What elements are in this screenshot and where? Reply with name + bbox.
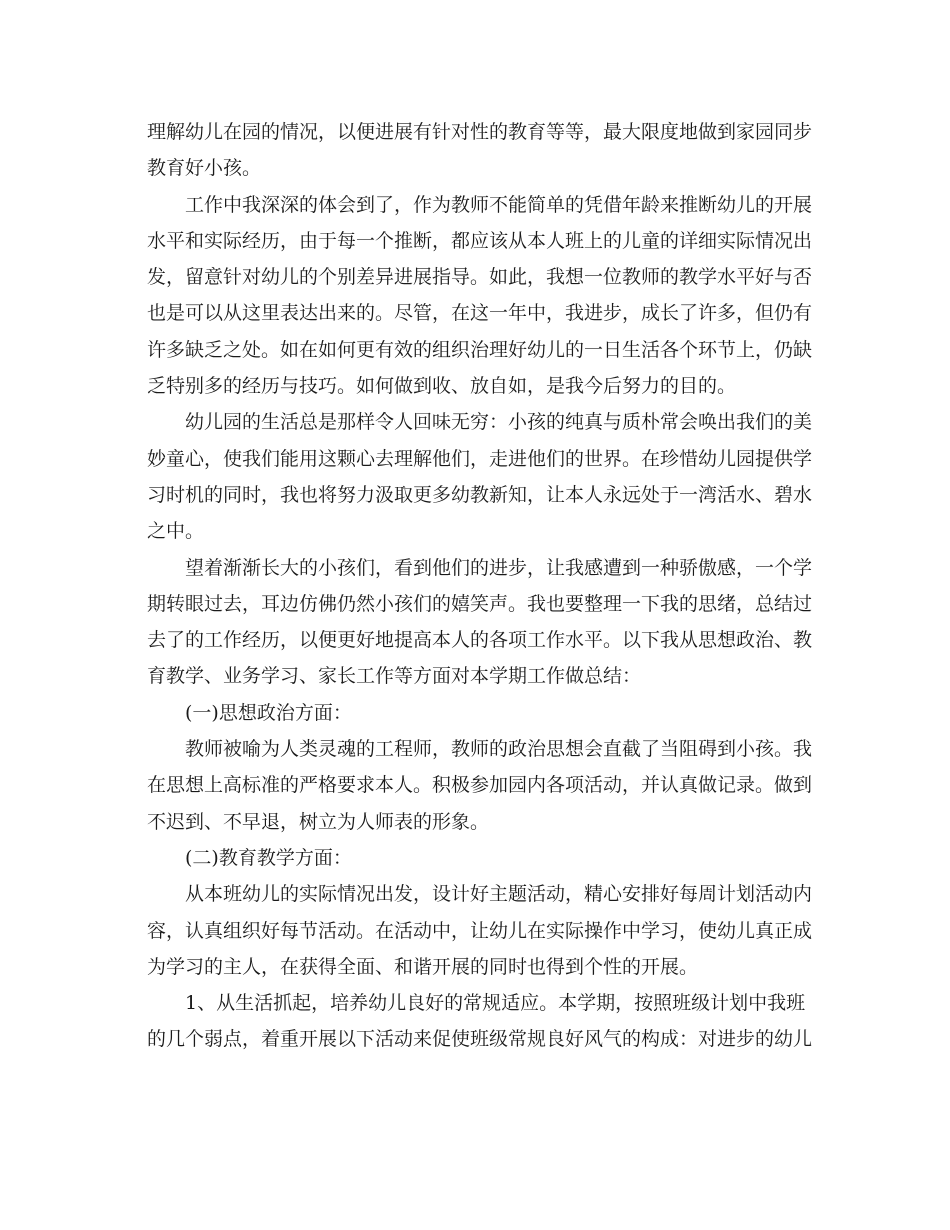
text-line: 育教学、业务学习、家长工作等方面对本学期工作做总结： [147,665,642,688]
text-line: 不迟到、不早退，树立为人师表的形象。 [147,810,490,833]
text-line: 水平和实际经历，由于每一个推断，都应该从本人班上的儿童的详细实际情况出 [147,229,813,252]
paragraph [147,840,799,876]
text-line: 期转眼过去，耳边仿佛仍然小孩们的嬉笑声。我也要整理一下我的思绪，总结过 [147,592,813,615]
text-line: 去了的工作经历，以便更好地提高本人的各项工作水平。以下我从思想政治、教 [147,629,813,652]
paragraph [147,187,813,405]
text-line: (二)教育教学方面： [185,846,352,869]
paragraph [147,731,813,840]
text-line: 之中。 [147,520,205,543]
text-line: 1、从生活抓起，培养幼儿良好的常规适应。本学期，按照班级计划中我班 [185,992,806,1015]
text-line: 妙童心，使我们能用这颗心去理解他们，走进他们的世界。在珍惜幼儿园提供学 [147,447,813,470]
paragraph [147,695,799,731]
paragraph [147,550,813,695]
document-page [147,114,813,1058]
text-line: 许多缺乏之处。如在如何更有效的组织治理好幼儿的一日生活各个环节上，仍缺 [147,338,813,361]
text-line: 乏特别多的经历与技巧。如何做到收、放自如，是我今后努力的目的。 [147,375,737,398]
text-line: 也是可以从这里表达出来的。尽管，在这一年中，我进步，成长了许多，但仍有 [147,302,813,325]
text-line: 的几个弱点，着重开展以下活动来促使班级常规良好风气的构成：对进步的幼儿 [147,1028,813,1051]
text-line: 习时机的同时，我也将努力汲取更多幼教新知，让本人永远处于一湾活水、碧水 [147,483,813,506]
text-line: 教师被喻为人类灵魂的工程师，教师的政治思想会直截了当阻碍到小孩。我 [185,738,813,761]
text-line: (一)思想政治方面： [185,701,352,724]
text-line: 望着渐渐长大的小孩们，看到他们的进步，让我感遭到一种骄傲感，一个学 [185,556,813,579]
text-line: 为学习的主人，在获得全面、和谐开展的同时也得到个性的开展。 [147,955,699,978]
paragraph [147,404,813,549]
paragraph [147,114,813,187]
text-line: 理解幼儿在园的情况，以便进展有针对性的教育等等，最大限度地做到家园同步 [147,121,813,143]
text-line: 从本班幼儿的实际情况出发，设计好主题活动，精心安排好每周计划活动内 [185,883,813,906]
paragraph [147,876,813,985]
paragraph [147,985,813,1058]
text-line: 工作中我深深的体会到了，作为教师不能简单的凭借年龄来推断幼儿的开展 [185,193,813,216]
text-line: 发，留意针对幼儿的个别差异进展指导。如此，我想一位教师的教学水平好与否 [147,266,813,289]
text-line: 容，认真组织好每节活动。在活动中，让幼儿在实际操作中学习，使幼儿真正成 [147,919,813,942]
text-line: 在思想上高标准的严格要求本人。积极参加园内各项活动，并认真做记录。做到 [147,774,813,797]
text-line: 教育好小孩。 [147,157,262,180]
text-line: 幼儿园的生活总是那样令人回味无穷：小孩的纯真与质朴常会唤出我们的美 [185,411,813,434]
